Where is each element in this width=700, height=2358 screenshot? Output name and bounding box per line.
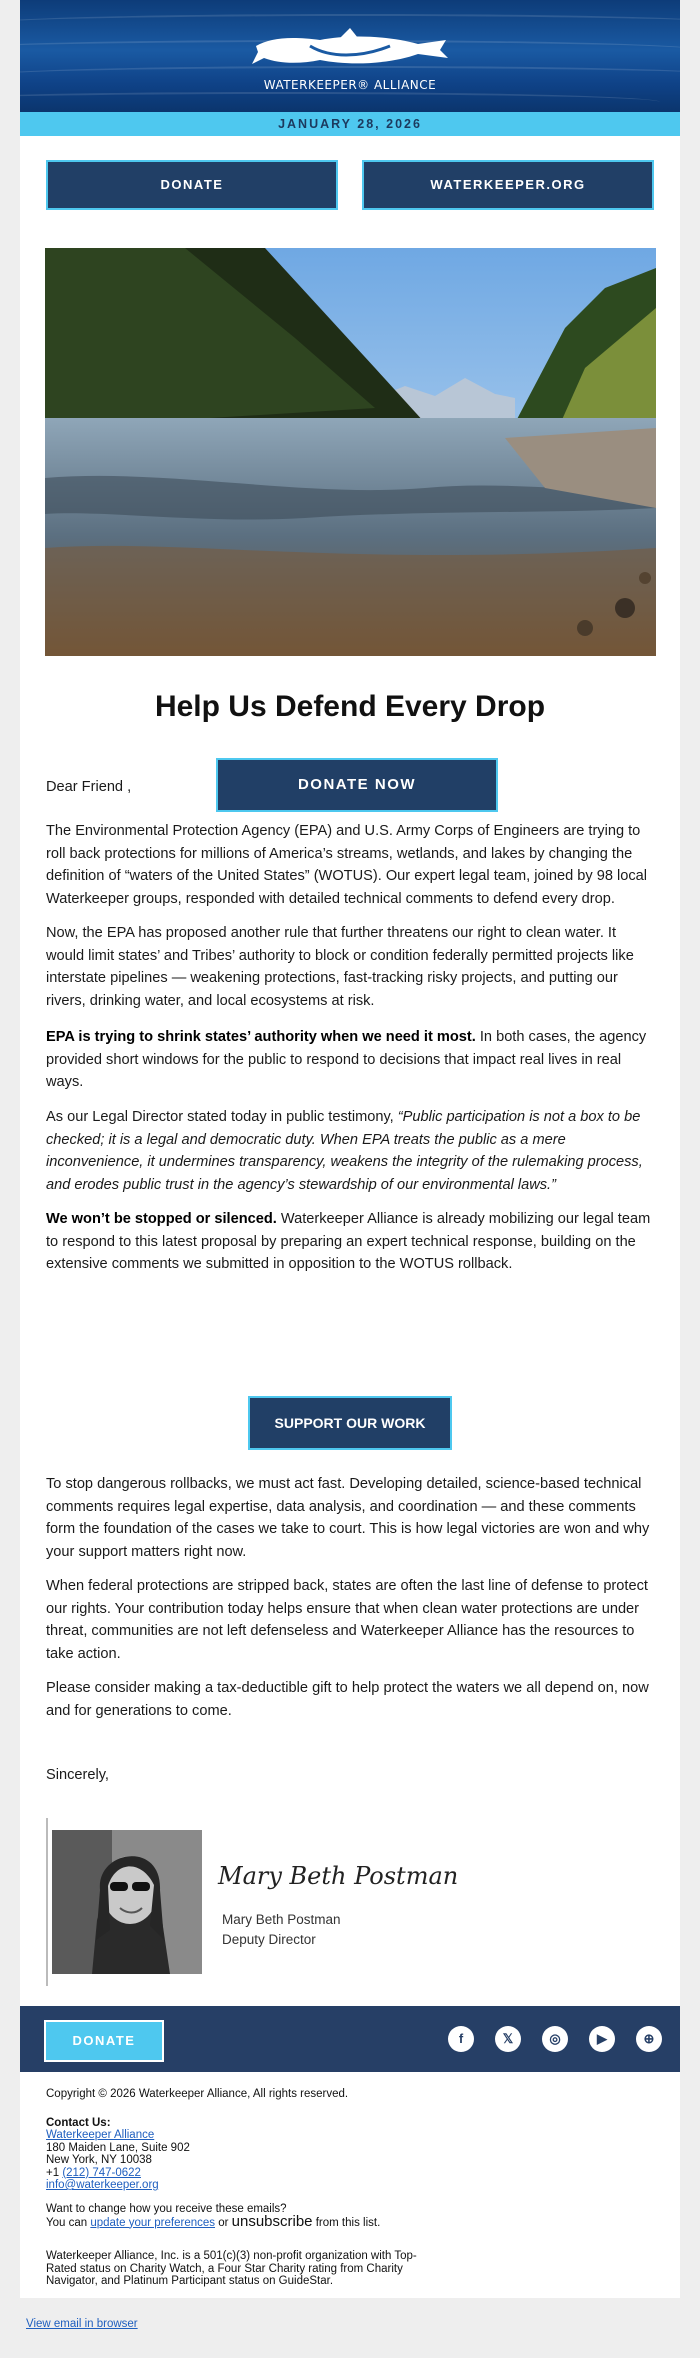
signer-photo (52, 1830, 202, 1974)
paragraph-3 (46, 1026, 658, 1094)
waterkeeper-site-button[interactable]: WATERKEEPER.ORG (362, 160, 654, 210)
paragraph-8: Please consider making a tax-deductible gift to help protect the waters we all depend on, now and for generations to come. (46, 1680, 649, 1719)
signer-title: Deputy Director (222, 1932, 316, 1947)
paragraph-6: To stop dangerous rollbacks, we must act fast. Developing detailed, science-based technical comments requires legal expertise, data analysis, and coordination — and these comments form the foundation of the cases we take to court. This is how legal victories are won and why your support matters right now. (46, 1476, 650, 1560)
handwritten-signature: Mary Beth Postman (218, 1862, 459, 1890)
legal-director-quote: “Public participation is not a box to be checked; it is a legal and democratic duty. When EPA treats the public as a mere inconvenience, it undermines transparency, weakens the integrity of the rulemaking process, and erodes public trust in the agency’s stewardship of our environmental laws.” (46, 1109, 643, 1193)
preferences-block (46, 2203, 466, 2229)
or-text: or (215, 2216, 232, 2229)
paragraph-5 (46, 1208, 658, 1276)
support-our-work-button[interactable]: SUPPORT OUR WORK (248, 1396, 452, 1450)
email-body (20, 0, 680, 2298)
instagram-icon[interactable]: ◎ (542, 2026, 568, 2052)
paragraph-4 (46, 1106, 658, 1196)
signer-name: Mary Beth Postman (222, 1912, 341, 1927)
greeting: Dear Friend , (46, 779, 132, 795)
address-line-1: 180 Maiden Lane, Suite 902 (46, 2141, 190, 2154)
x-icon[interactable]: 𝕏 (495, 2026, 521, 2052)
paragraph-5-bold: We won’t be stopped or silenced. (46, 1211, 277, 1227)
paragraph-2: Now, the EPA has proposed another rule that further threatens our right to clean water. It would limit states’ and Tribes’ authority to block or condition federally permitted projects like interstate pipelines — weakening protections, fast-tracking risky projects, and putting our rivers, drinking water, and local ecosystems at risk. (46, 925, 634, 1009)
sturgeon-logo-icon (250, 28, 450, 76)
globe-icon[interactable]: ⊕ (636, 2026, 662, 2052)
phone-prefix: +1 (46, 2166, 63, 2179)
footer-bar (20, 2006, 680, 2072)
top-donate-button[interactable]: DONATE (46, 160, 338, 210)
nonprofit-notice: Waterkeeper Alliance, Inc. is a 501(c)(3) non-profit organization with Top-Rated status on Charity Watch, a Four Star Charity rating from Charity Navigator, and Platinum Participant status on GuideStar. (46, 2250, 417, 2287)
footer-donate-button[interactable]: DONATE (44, 2020, 164, 2062)
email-link[interactable]: info@waterkeeper.org (46, 2179, 159, 2191)
from-list-text: from this list. (312, 2216, 381, 2229)
paragraph-5-text: Waterkeeper Alliance is already mobilizing our legal team to respond to this latest proposal by preparing an expert technical response, building on the extensive comments we submitted in opposition to the WOTUS rollback. (46, 1211, 651, 1272)
unsubscribe-link[interactable]: unsubscribe (231, 2212, 313, 2230)
copyright: Copyright © 2026 Waterkeeper Alliance, All rights reserved. (46, 2088, 349, 2100)
view-in-browser-link[interactable]: View email in browser (26, 2318, 138, 2330)
signature-divider (46, 1818, 48, 1986)
donate-now-button[interactable]: DONATE NOW (216, 758, 498, 812)
phone-link[interactable]: (212) 747-0622 (62, 2166, 141, 2179)
paragraph-7: When federal protections are stripped back, states are often the last line of defense to protect our rights. Your contribution today helps ensure that when clean water protections are under threat, communities are not left defenseless and Waterkeeper Alliance has the resources to take action. (46, 1578, 648, 1662)
change-lead: You can (46, 2216, 91, 2229)
waterkeeper-logo[interactable] (20, 0, 680, 112)
contact-block (46, 2129, 466, 2192)
date-band: JANUARY 28, 2026 (20, 112, 680, 136)
paragraph-3-text: In both cases, the agency provided short windows for the public to respond to decisions that impact real lives in real ways. (46, 1029, 647, 1090)
page-title: Help Us Defend Every Drop (154, 690, 546, 723)
change-question: Want to change how you receive these emails? (46, 2203, 287, 2215)
paragraph-4-lead: As our Legal Director stated today in public testimony, (46, 1109, 398, 1125)
youtube-icon[interactable]: ▶ (589, 2026, 615, 2052)
river-hero-image (45, 248, 656, 656)
paragraph-1: The Environmental Protection Agency (EPA) and U.S. Army Corps of Engineers are trying to roll back protections for millions of America’s streams, wetlands, and lakes by changing the definition of “waters of the United States” (WOTUS). Our expert legal team, joined by 98 local Waterkeeper groups, responded with detailed technical comments to defend every drop. (46, 823, 648, 907)
paragraph-3-bold: EPA is trying to shrink states’ authority when we need it most. (46, 1029, 476, 1045)
update-preferences-link[interactable]: update your preferences (90, 2216, 216, 2229)
address-line-2: New York, NY 10038 (46, 2154, 152, 2166)
facebook-icon[interactable]: f (448, 2026, 474, 2052)
closing: Sincerely, (46, 1767, 109, 1783)
email-header (20, 0, 680, 112)
org-link[interactable]: Waterkeeper Alliance (46, 2129, 155, 2141)
contact-heading: Contact Us: (46, 2117, 111, 2129)
brand-name: WATERKEEPER® ALLIANCE (263, 78, 437, 92)
